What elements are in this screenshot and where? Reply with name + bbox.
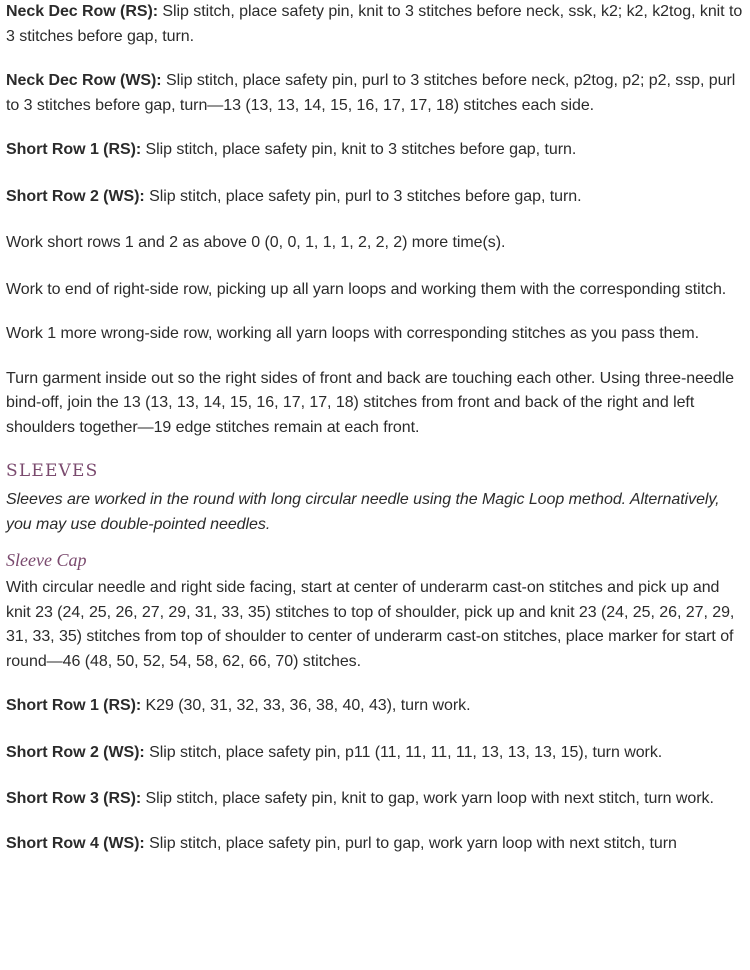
row-text: Slip stitch, place safety pin, purl to 3 stitches before neck, p2tog, p2; p2, ssp, purl to 3 stitches before gap, turn—13 (13, 13, 14, 15, 16, 17, 17, 18) stitches each side. xyxy=(6,72,736,114)
subsection-title-sleeve-cap: Sleeve Cap xyxy=(6,550,87,570)
row-label: Neck Dec Row (WS): xyxy=(6,72,162,89)
row-label: Short Row 2 (WS): xyxy=(6,187,145,205)
sleeve-short-row-4 xyxy=(6,832,744,857)
row-text: Slip stitch, place safety pin, knit to 3 stitches before gap, turn. xyxy=(141,141,577,158)
paragraph-bind-off: Turn garment inside out so the right sides of front and back are touching each other. Using three-needle bind-off, join the 13 (13, 13, 14, 15, 16, 17, 17, 18) stitches from front and back of the right and left shoulders together—19 edge stitches remain at each front. xyxy=(6,369,734,436)
sleeves-intro: Sleeves are worked in the round with long circular needle using the Magic Loop method. Alternatively, you may use double-pointed needles. xyxy=(6,491,720,533)
paragraph-end-right-side-row: Work to end of right-side row, picking up all yarn loops and working them with the corresponding stitch. xyxy=(6,280,727,298)
row-label: Short Row 4 (WS): xyxy=(6,834,145,852)
row-label: Neck Dec Row (RS): xyxy=(6,3,159,20)
short-row-2-ws xyxy=(6,185,744,210)
row-text: Slip stitch, place safety pin, purl to 3 stitches before gap, turn. xyxy=(144,187,582,205)
row-text: Slip stitch, place safety pin, knit to gap, work yarn loop with next stitch, turn work. xyxy=(141,790,714,807)
short-row-1-rs xyxy=(6,138,744,163)
paragraph-short-rows-repeat: Work short rows 1 and 2 as above 0 (0, 0, 1, 1, 1, 2, 2, 2) more time(s). xyxy=(6,234,506,251)
sleeve-short-row-2 xyxy=(6,741,744,766)
row-label: Short Row 1 (RS): xyxy=(6,141,142,158)
neck-dec-row-ws xyxy=(6,69,744,118)
row-label: Short Row 2 (WS): xyxy=(6,743,145,761)
row-label: Short Row 3 (RS): xyxy=(6,790,142,807)
sleeve-short-row-1 xyxy=(6,694,744,719)
row-text: K29 (30, 31, 32, 33, 36, 38, 40, 43), turn work. xyxy=(141,697,471,714)
row-text: Slip stitch, place safety pin, purl to gap, work yarn loop with next stitch, turn xyxy=(144,834,677,852)
sleeve-short-row-3 xyxy=(6,787,744,812)
sleeve-cap-text: With circular needle and right side facing, start at center of underarm cast-on stitches and pick up and knit 23 (24, 25, 26, 27, 29, 31, 33, 35) stitches to top of shoulder, pick up and knit 23 (24, 25, 26, 27, 29, 31, 33, 35) stitches from top of shoulder to center of underarm cast-on stitches, place marker for start of round—46 (48, 50, 52, 54, 58, 62, 66, 70) stitches. xyxy=(6,579,735,670)
section-title-sleeves: SLEEVES xyxy=(6,461,99,481)
neck-dec-row-rs xyxy=(6,0,744,49)
row-label: Short Row 1 (RS): xyxy=(6,697,142,714)
row-text: Slip stitch, place safety pin, knit to 3 stitches before neck, ssk, k2; k2, k2tog, knit to 3 stitches before gap, turn. xyxy=(6,3,743,45)
pattern-page xyxy=(6,0,744,856)
row-text: Slip stitch, place safety pin, p11 (11, 11, 11, 11, 13, 13, 13, 15), turn work. xyxy=(144,743,663,761)
paragraph-wrong-side-row: Work 1 more wrong-side row, working all yarn loops with corresponding stitches as you pass them. xyxy=(6,325,699,342)
